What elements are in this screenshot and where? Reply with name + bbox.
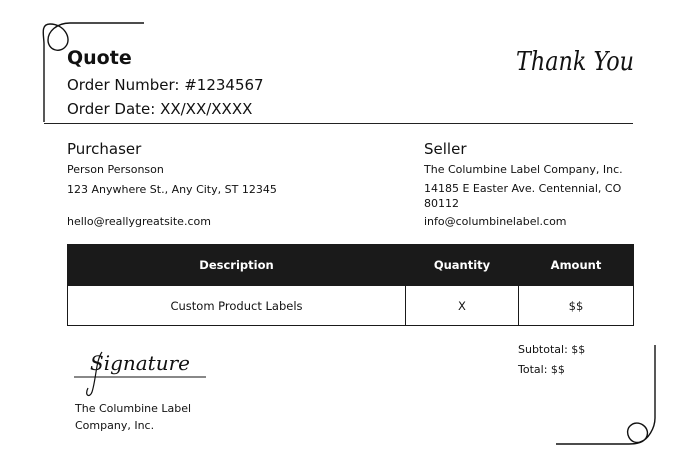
thank-you-script — [514, 38, 636, 84]
subtotal: Subtotal: $$ — [518, 343, 586, 356]
signature-graphic — [70, 340, 210, 402]
cell-description: Custom Product Labels — [68, 286, 406, 326]
signature-script: Signature — [90, 351, 190, 375]
column-header-amount: Amount — [519, 245, 634, 286]
quote-title: Quote — [67, 47, 132, 69]
signature-company: The Columbine Label Company, Inc. — [75, 402, 192, 432]
column-header-quantity: Quantity — [406, 245, 519, 286]
table-row — [68, 286, 634, 326]
purchaser-email: hello@reallygreatsite.com — [67, 215, 211, 228]
items-table — [67, 244, 634, 326]
cell-quantity: X — [406, 286, 519, 326]
seller-email: info@columbinelabel.com — [424, 215, 567, 228]
seller-name: The Columbine Label Company, Inc. — [424, 163, 623, 176]
order-date: Order Date: XX/XX/XXXX — [67, 100, 253, 118]
corner-ornament-bottom-right — [548, 340, 668, 460]
purchaser-heading: Purchaser — [67, 140, 142, 158]
thank-you-text: Thank You — [516, 47, 634, 77]
purchaser-address: 123 Anywhere St., Any City, ST 12345 — [67, 183, 277, 196]
order-number: Order Number: #1234567 — [67, 76, 264, 94]
seller-address: 14185 E Easter Ave. Centennial, CO 80112 — [424, 182, 622, 210]
header-divider — [44, 123, 633, 124]
purchaser-name: Person Personson — [67, 163, 164, 176]
seller-heading: Seller — [424, 140, 467, 158]
column-header-description: Description — [68, 245, 406, 286]
total: Total: $$ — [518, 363, 565, 376]
cell-amount: $$ — [519, 286, 634, 326]
table-header-row — [68, 245, 634, 286]
